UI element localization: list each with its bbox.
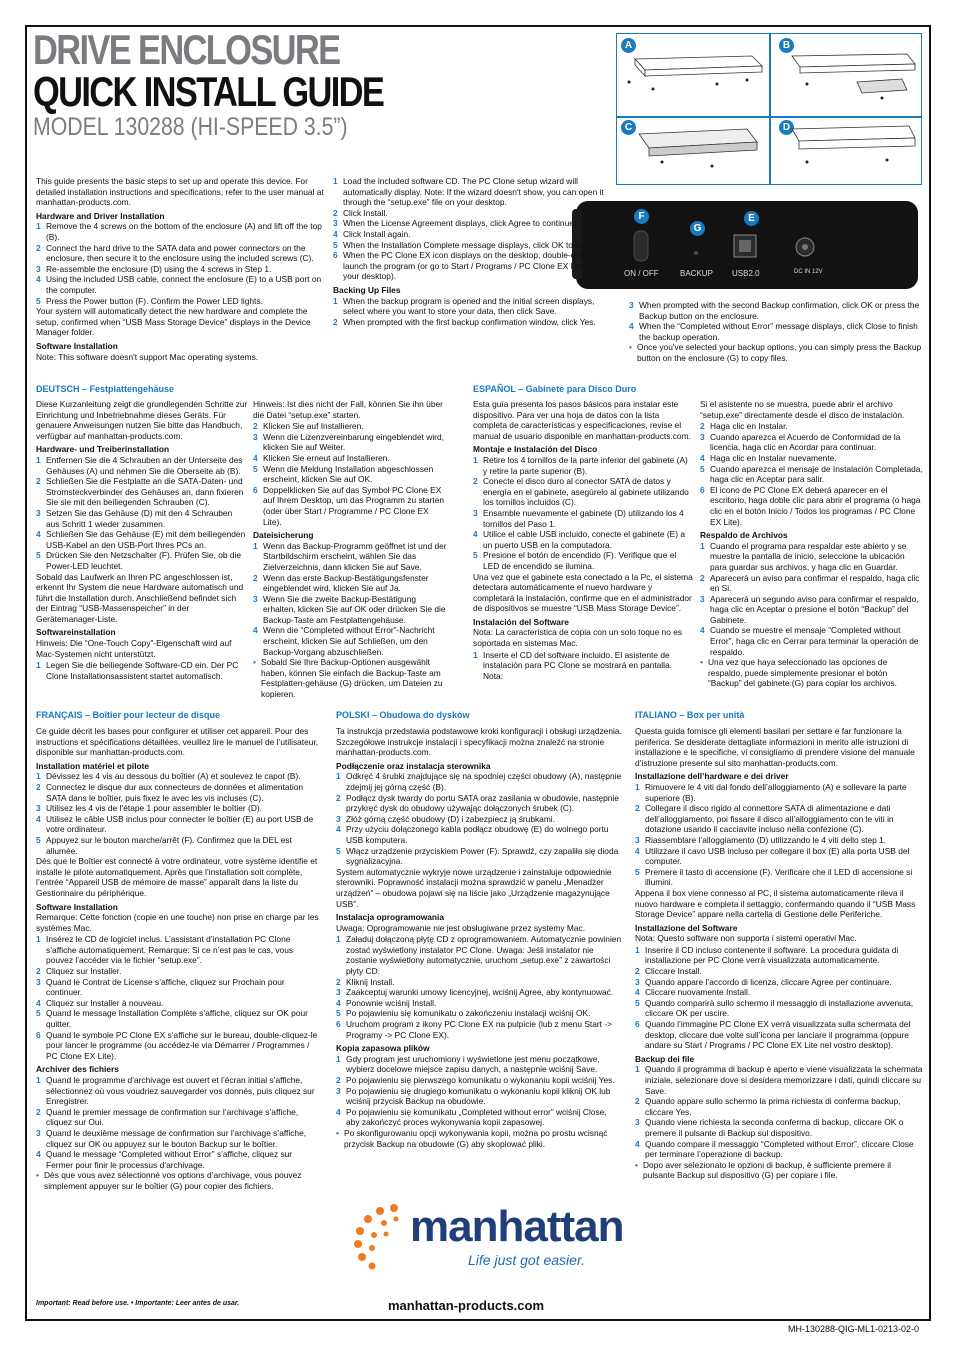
step-list: [36, 1075, 320, 1170]
english-intro: This guide presents the basic steps to set up and operate this device. For detailed installation instructions and specifications, refer to the user manual at manhattan-products.com.: [36, 176, 324, 208]
diagram-label-d: D: [779, 120, 794, 135]
paragraph: Ce guide décrit les bases pour configurer et utiliser cet appareil. Pour des instructions et spécifications détaillées, veuillez lire le manuel de l’utilisateur, disponible sur manhattan-products.com.: [36, 726, 319, 758]
english-backup-note: • Once you've selected your backup options, you can simply press the Backup button on the enclosure (G) to copy files.: [629, 342, 922, 363]
polski-heading: POLSKI – Obudowa do dysków: [336, 710, 470, 720]
section-subheading: Kopia zapasowa plików: [336, 1043, 430, 1054]
list-item: 4 Quand le message “Completed without Error” s’affiche, cliquez sur Fermer pour finir le processus d’archivage.: [36, 1149, 293, 1170]
section-subheading: Installazione del Software: [635, 922, 738, 933]
section-subheading: Backup dei file: [635, 1053, 695, 1064]
paragraph: Si el asistente no se muestra, puede abrir el archivo “setup.exe” directamente desde el disco de instalación.: [700, 399, 905, 420]
list-item: 2 When prompted with the first backup confirmation window, click Yes.: [333, 316, 596, 327]
list-item: 3 Złóż górną część obudowy (D) i zabezpiecz ją śrubkami.: [336, 813, 555, 824]
list-item: 5 Appuyez sur le bouton marche/arrêt (F). Confirmez que la DEL est allumée.: [36, 834, 292, 856]
usb-label: USB2.0: [732, 269, 760, 278]
english-backup-heading: Backing Up Files: [333, 284, 401, 295]
step-list: [253, 541, 448, 658]
english-sw-note: Note: This software doesn't support Mac operating systems.: [36, 351, 259, 362]
bullet-note: • Dès que vous avez sélectionné vos options d’archivage, vous pouvez simplement appuyer sur le boîtier (G) pour copier des fichiers.: [36, 1170, 302, 1191]
list-item: 1 Insérez le CD de logiciel inclus. L’assistant d’installation PC Clone s’affiche automatiquement. Remarque: Si ce n’est pas le cas, vous pouvez l’accéder via le fichier “setup.exe”.: [36, 934, 294, 966]
backup-label: BACKUP: [680, 269, 713, 278]
espanol-column-1: [473, 399, 693, 681]
step-list: [36, 455, 248, 572]
list-item: 6 When the PC Clone EX icon displays on the desktop, double-click it to launch the program (or go to Start / Programs / PC Clone EX Lite on your desktop).: [333, 250, 603, 282]
list-item: 5 When the Installation Complete message displays, click OK to exit.: [333, 239, 591, 250]
list-item: 4 When the “Completed without Error” message displays, click Close to finish the backup operation.: [629, 321, 918, 342]
italiano-heading: ITALIANO – Box per unità: [635, 710, 745, 720]
list-item: 3 Quando viene richiesta la seconda conferma di backup, cliccare OK o premere il pulsante di Backup sul dispositivo.: [635, 1117, 904, 1138]
list-item: 4 Ponownie wciśnij Install.: [336, 997, 437, 1008]
section-subheading: Archiver des fichiers: [36, 1064, 119, 1075]
italiano-column: [635, 726, 923, 1181]
list-item: 3 Po pojawieniu się drugiego komunikatu o wykonaniu kopii kliknij OK lub wciśnij przycisk Backup na obudowie.: [336, 1085, 611, 1107]
polski-column: [336, 726, 622, 1149]
list-item: 1 Cuando el programa para respaldar este abierto y se muestre la pantalla de inicio, seleccione la ubicación para guardar sus archivos, y haga clic en Guardar.: [700, 540, 907, 572]
step-list: [700, 421, 923, 527]
step-list: [635, 1064, 923, 1159]
list-item: 3 Wenn Sie die zweite Backup-Bestätigung erhalten, klicken Sie auf OK oder drücken Sie die Backup-Taste am Festplattengehäuse.: [253, 593, 446, 625]
list-item: 2 Conecte el disco duro al conector SATA de datos y energía en el gabinete, asegúrelo al gabinete utilizando los tornillos incluidos (C).: [473, 476, 689, 508]
list-item: 3 When the License Agreement displays, click Agree to continue.: [333, 218, 577, 229]
enclosure-back-illustration: [572, 195, 921, 293]
paragraph: Una vez que el gabinete esta conectado a la Pc, el sistema detectara automáticamente el nuevo hardware y completará la instalación, confirme que en el administrador de dispositivos se muestre “USB Mass Storage Device”.: [473, 571, 693, 614]
list-item: 5 Cuando aparezca el mensaje de Instalación Completada, haga clic en Aceptar para salir.: [700, 463, 923, 485]
english-hw-steps: [36, 221, 326, 306]
step-list: [473, 650, 693, 682]
list-item: 3 Quand le Contrat de License s’affiche, cliquez sur Prochain pour continuer.: [36, 976, 285, 998]
list-item: 5 Quando comparirà sullo schermo il messaggio di installazione avvenuta, cliccare OK per uscire.: [635, 997, 914, 1019]
list-item: 1 Dévissez les 4 vis au dessous du boîtier (A) et soulevez le capot (B).: [36, 771, 301, 782]
footer-important: Important: Read before use. • Importante: Leer antes de usar.: [36, 1300, 240, 1307]
list-item: 3 Cuando aparezca el Acuerdo de Conformidad de la licencia, haga clic en Acordar para continuar.: [700, 431, 901, 453]
list-item: 1 Remove the 4 screws on the bottom of the enclosure (A) and lift off the top (B).: [36, 221, 322, 242]
list-item: 1 Legen Sie die beiliegende Software-CD ein. Der PC Clone Installationsassistent startet automatisch.: [36, 660, 239, 681]
section-subheading: Softwareinstallation: [36, 627, 116, 638]
list-item: 4 Cuando se muestre el mensaje “Completed without Error”, haga clic en Cerrar para terminar la operación de respaldo.: [700, 625, 919, 657]
list-item: 2 Connectez le disque dur aux connecteurs de données et alimentation SATA dans le boîtier, puis fixez le avec les vis incluses (C).: [36, 781, 304, 803]
paragraph: Dès que le Boîtier est connecté à votre ordinateur, votre système identifie et installe le pilote automatiquement. Après que l’installation soit complète, l’entrée “Appareil USB de mémoire de masse” apparaît dans la liste du Gestionnaire du périphérique.: [36, 856, 318, 898]
list-item: 5 Presione el botón de encendido (F). Verifique que el LED de encendido se ilumina.: [473, 550, 677, 571]
list-item: 1 Entfernen Sie die 4 Schrauben an der Unterseite des Gehäuses (A) und nehmen Sie die Oberseite ab (B).: [36, 454, 243, 476]
step-list: [336, 1054, 622, 1128]
list-item: 3 Re-assemble the enclosure (D) using the 4 screws in Step 1.: [36, 263, 272, 274]
list-item: 4 Utilisez le câble USB inclus pour connecter le boîtier (E) au port USB de votre ordinateur.: [36, 813, 314, 835]
list-item: 1 Gdy program jest uruchomiony i wyświetlone jest menu początkowe, wybierz docelowe miejsce zapisu danych, a następnie wciśnij Save.: [336, 1053, 600, 1075]
paragraph: Nota: La característica de copia con un solo toque no es soportada en sistemas Mac.: [473, 627, 683, 649]
footer-url[interactable]: manhattan-products.com: [388, 1298, 545, 1313]
paragraph: Remarque: Cette fonction (copie en une touche) non prise en charge par les systèmes Mac.: [36, 912, 319, 933]
english-sw-heading: Software Installation: [36, 340, 118, 351]
deutsch-column-2: [253, 399, 448, 700]
list-item: 4 Schließen Sie das Gehäuse (E) mit dem beiliegenden USB-Kabel an den USB-Port Ihres PCs an.: [36, 529, 246, 550]
enclosure-illustrations: [617, 34, 920, 183]
section-subheading: Podłączenie oraz instalacja sterownika: [336, 760, 491, 771]
paragraph: Questa guida fornisce gli elementi basilari per settare e far funzionare la periferica. Se desiderate dettagliate informazioni in merito alle istruzioni di installazione e le specifiche, vi consigliamo di prendere visione del manuale d’istruzione presente sul sito manhattan-products.com.: [635, 726, 915, 768]
list-item: 3 When prompted with the second Backup confirmation, click OK or press the Backup button on the enclosure.: [629, 300, 920, 321]
step-list: [635, 945, 923, 1051]
on-off-label: ON / OFF: [624, 269, 659, 278]
step-list: [635, 782, 923, 888]
device-label-e: E: [744, 211, 759, 226]
list-item: 1 Load the included software CD. The PC Clone setup wizard will automatically display. Note: If the wizard doesn't show, you can open it through the “setup.exe” file on your desktop.: [333, 176, 604, 208]
list-item: 4 Quando compare il messaggio “Completed without Error”, cliccare Close per terminare l’operazione di backup.: [635, 1138, 914, 1160]
english-column-1: [36, 176, 326, 363]
paragraph: Hinweis: Ist dies nicht der Fall, können Sie ihn über die Datei “setup.exe” starten.: [253, 399, 443, 420]
list-item: 6 El icono de PC Clone EX deberá aparecer en el escritorio, haga doble clic para abrir el programa (o haga clic en el botón Inicio / Todos los programas / PC Clone EX Lite).: [700, 484, 921, 527]
paragraph: Nota: Questo software non supporta i sistemi operativi Mac.: [635, 933, 857, 944]
list-item: 2 Podłącz dysk twardy do portu SATA oraz zasilania w obudowie, następnie przykręć dysk do obudowy używając dołączonych śrubek (C).: [336, 792, 619, 814]
logo-dots-icon: [350, 1202, 410, 1272]
diagram-label-c: C: [621, 120, 636, 135]
list-item: 1 Retire los 4 tornillos de la parte inferior del gabinete (A) y retire la parte superior (B).: [473, 454, 688, 476]
list-item: 1 Wenn das Backup-Programm geöffnet ist und der Startbildschirm erscheint, wählen Sie das Zielverzeichnis, dann klicken Sie auf Save.: [253, 540, 447, 572]
section-subheading: Hardware- und Treiberinstallation: [36, 444, 170, 455]
device-label-g: G: [690, 221, 705, 236]
list-item: 2 Collegare il disco rigido al connettore SATA di alimentazione e dati dell’alloggiamento, poi fissare il disco all’alloggiamento con le viti in dotazione usando il cacciavite incluso nella confezione (C).: [635, 803, 894, 835]
list-item: 3 Zaakceptuj warunki umowy licencyjnej, wciśnij Agree, aby kontynuować.: [336, 987, 614, 998]
list-item: 3 Setzen Sie das Gehäuse (D) mit den 4 Schrauben aus Schritt 1 wieder zusammen.: [36, 507, 233, 529]
paragraph: Ta instrukcja przedstawia podstawowe kroki konfiguracji i obsługi urządzenia. Szczegółowe instrukcje instalacji i specyfikacji można znaleźć na stronie manhattan-products.com.: [336, 726, 622, 758]
bullet-note: • Una vez que haya seleccionado las opciones de respaldo, puede simplemente presionar el botón “Backup” del gabinete (G) para copiar los archivos.: [700, 657, 897, 689]
step-list: [336, 934, 622, 1040]
list-item: 1 Załaduj dołączoną płytę CD z oprogramowaniem. Automatycznie powinien zostać wyświetlony instalator PC Clone. Uwaga: Jeśli instalator nie zostanie wyświetlony automatycznie, uruchom „setup.exe” z zawartości płyty CD.: [336, 934, 622, 977]
bullet-note: • Po skonfigurowaniu opcji wykonywania kopii, można po prostu wcisnąć przycisk Backup na obudowie (G) aby skopiować pliki.: [336, 1127, 608, 1149]
diagram-label-a: A: [621, 38, 636, 53]
list-item: 4 Po pojawieniu się komunikatu „Completed without error” wciśnij Close, aby zakończyć proces wykonywania kopii zapasowej.: [336, 1106, 607, 1128]
list-item: 2 Quand le premier message de confirmation sur l’archivage s’affiche, cliquez sur Oui.: [36, 1106, 299, 1128]
english-hw-heading: Hardware and Driver Installation: [36, 210, 165, 221]
english-column-3: [629, 300, 923, 364]
paragraph: Esta guía presenta los pasos básicos para instalar este dispositivo. Para ver una hoja de datos con la lista completa de características y especificaciones, revise el manual de usuario disponible en manhattan-products.com.: [473, 399, 691, 441]
assembly-diagram: [616, 33, 922, 185]
list-item: 6 Quando l’immagine PC Clone EX verrà visualizzata sulla schermata del desktop, cliccare due volte sull’icona per lanciare il programma (oppure andare su Start / Programs / PC Clone EX Lite nel vostro desktop).: [635, 1019, 911, 1051]
step-list: [36, 660, 248, 681]
section-subheading: Software Installation: [36, 901, 118, 912]
paragraph: Appena il box viene connesso al PC, il sistema automaticamente rileva il nuovo hardware e completa il settaggio, confermando quando il “USB Mass Storage Device” appare nella cartella di Gestione delle Periferiche.: [635, 887, 916, 920]
list-item: 6 Uruchom program z ikony PC Clone EX na pulpicie (lub z menu Start -> Programy -> PC Clone EX).: [336, 1019, 613, 1040]
section-subheading: Dateisicherung: [253, 530, 314, 541]
list-item: 3 Riassemblare l’alloggiamento (D) utilizzando le 4 viti dello step 1.: [635, 834, 887, 845]
bullet-note: • Dopo aver selezionato le opzioni di backup, è sufficiente premere il pulsante Backup sul dispositivo (G) per copiare i file.: [635, 1159, 891, 1181]
list-item: 4 Cliquez sur Installer à nouveau.: [36, 997, 164, 1008]
model-subtitle: MODEL 130288 (HI-SPEED 3.5”): [33, 113, 348, 141]
step-list: [473, 455, 693, 572]
step-list: [36, 771, 320, 856]
list-item: 4 Using the included USB cable, connect the enclosure (E) to a USB port on the computer.: [36, 274, 322, 295]
list-item: 4 Utilice el cable USB incluido, conecte el gabinete (E) a un puerto USB en la computadora.: [473, 529, 686, 550]
list-item: 2 Aparecerá un aviso para confirmar el respaldo, haga clic en Si.: [700, 572, 920, 594]
logo-tagline: Life just got easier.: [468, 1252, 585, 1268]
list-item: 2 Schließen Sie die Festplatte an die SATA-Daten- und Stromsteckverbinder des Gehäuses an, dann fixieren Sie sie mit den beiliegenden Schrauben (C).: [36, 476, 244, 508]
list-item: 5 Wenn die Meldung Installation abgeschlossen erscheint, klicken Sie auf OK.: [253, 463, 434, 485]
section-subheading: Instalación del Software: [473, 616, 569, 627]
list-item: 2 Klicken Sie auf Installieren.: [253, 421, 364, 432]
francais-column: [36, 726, 320, 1192]
bullet-note: • Sobald Sie Ihre Backup-Optionen ausgewählt haben, können Sie einfach die Backup-Taste am Festplatten-gehäuse (G) drücken, um Dateien zu kopieren.: [253, 657, 443, 700]
list-item: 5 Włącz urządzenie przyciskiem Power (F). Sprawdź, czy zapaliła się dioda sygnalizacyjna.: [336, 845, 619, 867]
list-item: 2 Po pojawieniu się pierwszego komunikatu o wykonaniu kopii wciśnij Yes.: [336, 1075, 615, 1085]
list-item: 5 Po pojawieniu się komunikatu o zakończeniu instalacji wciśnij OK.: [336, 1008, 591, 1019]
list-item: 4 Klicken Sie erneut auf Installieren.: [253, 452, 390, 463]
list-item: 1 Inserte el CD del software incluido. El asistente de instalación para PC Clone se mostrará en pantalla. Nota:: [473, 649, 673, 681]
list-item: 6 Quand le symbole PC Clone EX s’affiche sur le bureau, double-cliquez-le pour lancer le programme (ou accédez-le via Démarrer / Programmes / PC Clone EX Lite).: [36, 1029, 318, 1061]
paragraph: Diese Kurzanleitung zeigt die grundlegenden Schritte zur Einrichtung und Inbetriebnahme dieses Geräts. Für genauere Anweisungen nutzen Sie bitte das Handbuch, verfügbar auf manhattan-products.com.: [36, 399, 248, 441]
deutsch-heading: DEUTSCH – Festplattengehäuse: [36, 384, 175, 394]
list-item: 5 Quand le message Installation Complète s’affiche, cliquez sur OK pour quitter.: [36, 1008, 308, 1030]
section-subheading: Montaje e Instalación del Disco: [473, 444, 598, 455]
section-subheading: Installazione dell’hardware e dei driver: [635, 771, 789, 782]
step-list: [253, 421, 448, 527]
list-item: 1 Rimuovere le 4 viti dal fondo dell’alloggiamento (A) e sollevare la parte superiore (B).: [635, 781, 907, 803]
espanol-column-2: [700, 399, 923, 689]
english-hw-after: Your system will automatically detect the new hardware and complete the setup, confirmed when “USB Mass Storage Device” displays in the Device Manager folder.: [36, 306, 311, 338]
francais-heading: FRANÇAIS – Boîtier pour lecteur de disque: [36, 710, 221, 720]
step-list: [36, 934, 320, 1061]
list-item: 2 Cliquez sur Installer.: [36, 966, 122, 977]
footer-code: MH-130288-QIG-ML1-0213-02-0: [788, 1324, 920, 1334]
espanol-heading: ESPAÑOL – Gabinete para Disco Duro: [473, 384, 637, 394]
list-item: 3 Aparecerá un segundo aviso para confirmar el respaldo, haga clic en Aceptar o presione el botón “Backup” del Gabinete.: [700, 593, 919, 625]
list-item: 4 Wenn die “Completed without Error”-Nachricht erscheint, klicken Sie auf Schließen, um den Backup-Vorgang abzuschließen.: [253, 625, 435, 657]
deutsch-column-1: [36, 399, 248, 681]
title-line-1: DRIVE ENCLOSURE: [33, 26, 340, 73]
list-item: 1 Odkręć 4 śrubki znajdujące się na spodniej części obudowy (A), następnie zdejmij jej górną część (B).: [336, 771, 622, 792]
diagram-label-b: B: [779, 38, 794, 53]
list-item: 2 Wenn das erste Backup-Bestätigungsfenster eingeblendet wird, klicken Sie auf Ja.: [253, 572, 429, 594]
list-item: 4 Cliccare nuovamente Install.: [635, 987, 751, 998]
list-item: 2 Click Install.: [333, 207, 388, 218]
list-item: 3 Quando appare l’accordo di licenza, cliccare Agree per continuare.: [635, 976, 892, 987]
list-item: 2 Quando appare sullo schermo la prima richiesta di conferma backup, cliccare Yes.: [635, 1096, 901, 1117]
enclosure-back-panel: [572, 195, 921, 293]
list-item: 3 Quand le deuxième message de confirmation sur l’archivage s’affiche, cliquez sur OK ou appuyez sur le bouton Backup sur le boîtier.: [36, 1127, 307, 1149]
list-item: 5 Premere il tasto di accensione (F). Verificare che il LED di accensione si illumini.: [635, 866, 913, 888]
step-list: [700, 541, 923, 658]
list-item: 3 Ensamble nuevamente el gabinete (D) utilizando los 4 tornillos del Paso 1.: [473, 507, 684, 529]
list-item: 1 Inserire il CD incluso contenente il software. La procedura guidata di installazione per PC Clone verrà visualizzata automaticamente.: [635, 944, 899, 966]
manhattan-logo: [350, 1202, 624, 1277]
list-item: 2 Haga clic en Instalar.: [700, 421, 788, 432]
paragraph: System automatycznie wykryje nowe urządzenie i zainstaluje odpowiednie sterowniki. Poprawność instalacji można sprawdzić w panelu „Menadżer urządzeń” – obudowa pojawi się na liście jako „Urządzenie magazynujące USB”.: [336, 866, 612, 909]
paragraph: Hinweis: Die “One-Touch Copy”-Eigenschaft wird auf Mac-Systemen nicht unterstützt.: [36, 638, 232, 659]
list-item: 4 Haga clic en Instalar nuevamente.: [700, 452, 837, 463]
dc-label: DC IN 12V: [794, 269, 823, 275]
logo-wordmark: manhattan: [410, 1202, 624, 1251]
english-column-2: [333, 176, 608, 327]
english-backup-steps-2: [629, 300, 923, 342]
list-item: 5 Press the Power button (F). Confirm the Power LED lights.: [36, 295, 263, 306]
list-item: 2 Cliccare Install.: [635, 966, 702, 977]
step-list: [336, 771, 622, 866]
device-label-f: F: [634, 209, 649, 224]
english-backup-steps: [333, 296, 608, 328]
list-item: 1 Quand le programme d’archivage est ouvert et l’écran initial s’affiche, sélectionnez où vous voudriez sauvegarder vos donnés, puis cliquez sur Enregistrer.: [36, 1075, 315, 1107]
paragraph: Uwaga: Oprogramowanie nie jest obsługiwane przez systemy Mac.: [336, 922, 586, 933]
list-item: 2 Kliknij Install.: [336, 976, 395, 987]
list-item: 3 Utilisez les 4 vis de l’étape 1 pour assembler le boîtier (D).: [36, 803, 262, 814]
title-line-2: QUICK INSTALL GUIDE: [33, 68, 384, 115]
list-item: 1 When the backup program is opened and the initial screen displays, select where you want to store your data, then click Save.: [333, 295, 595, 317]
list-item: 6 Doppelklicken Sie auf das Symbol PC Clone EX auf Ihrem Desktop, um das Programm zu starten (oder über Start / Programme / PC Clone EX Lite).: [253, 484, 445, 527]
english-sw-steps: [333, 176, 608, 282]
list-item: 1 Quando il programma di backup è aperto e viene visualizzata la schermata iniziale, selezionare dove si desidera memorizzare i dati, quindi cliccare su Save.: [635, 1064, 923, 1096]
list-item: 5 Drücken Sie den Netzschalter (F). Prüfen Sie, ob die Power-LED leuchtet.: [36, 550, 242, 571]
list-item: 4 Click Install again.: [333, 228, 411, 239]
section-subheading: Instalacja oprogramowania: [336, 912, 444, 923]
section-subheading: Respaldo de Archivos: [700, 530, 788, 541]
paragraph: Sobald das Laufwerk an Ihren PC angeschlossen ist, erkennt Ihr System die neue Hardware automatisch und führt die Installation durch. Anschließend befindet sich der Eintrag “USB-Massenspeicher” in der Gerätemanager-Liste.: [36, 571, 244, 624]
list-item: 3 Wenn die Lizenzvereinbarung eingeblendet wird, klicken Sie auf Weiter.: [253, 431, 444, 453]
list-item: 2 Connect the hard drive to the SATA data and power connectors on the enclosure, then secure it to the enclosure using the included screws (C).: [36, 242, 314, 264]
list-item: 4 Utilizzare il cavo USB incluso per collegare il box (E) alla porta USB del computer.: [635, 845, 910, 867]
section-subheading: Installation matériel et pilote: [36, 760, 150, 771]
list-item: 4 Przy użyciu dołączonego kabla podłącz obudowę (E) do wolnego portu USB komputera.: [336, 824, 609, 845]
